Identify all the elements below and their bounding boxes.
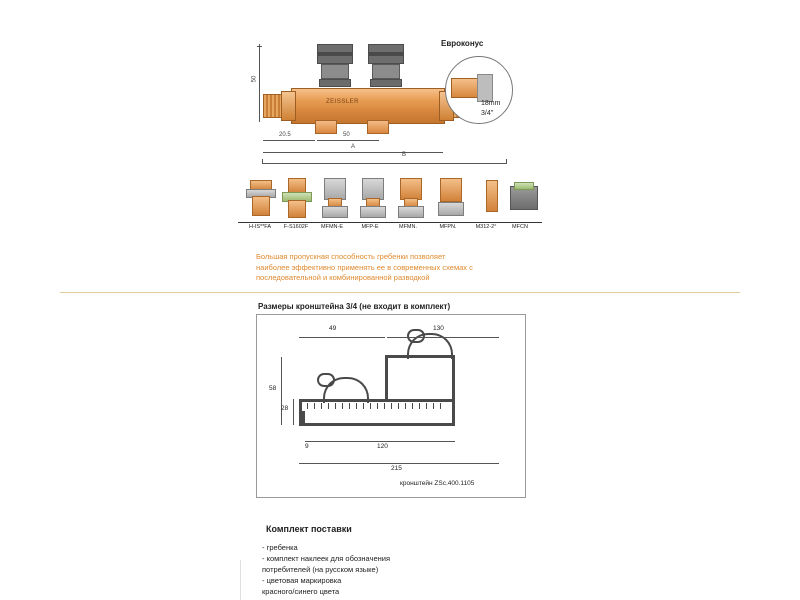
fitting-label-4: MFMN. [386,222,430,230]
dim-130-label: 130 [433,325,444,332]
fitting-part [400,178,422,200]
note-line-2: наиболее эффективно применять ее в современных схемах с [256,262,473,272]
section-divider [60,292,740,293]
valve-cap [317,44,353,64]
euroconus-callout [435,39,545,122]
bracket-drawing-box [256,314,526,498]
dim-a-line [263,152,443,153]
valve-neck-ring [319,79,351,87]
dim-a-label: A [351,144,356,150]
dim-b-tick-left [262,159,263,164]
dim-b-line [262,163,506,164]
valve-left [317,44,351,87]
valve-right [368,44,402,87]
bracket-section-title: Размеры кронштейна 3/4 (не входит в комплект) [258,302,451,311]
bracket-caption: кронштейн ZSc.400.1105 [400,480,475,487]
fitting-part [324,178,346,200]
fitting-label-2: MFMN-E [310,222,354,230]
valve-neck [321,64,349,79]
left-hexnut [281,91,296,121]
height-dim-label: 50 [251,75,258,83]
highlight-note [256,252,556,284]
height-dim-tick-top [257,46,262,47]
valve-cap-slot [318,52,352,56]
valve-cap-slot [369,52,403,56]
delivery-set-title: Комплект поставки [266,524,352,534]
manifold-body [291,88,445,124]
outlet-right [367,120,389,134]
dim-seg1-line [263,140,315,141]
valve-neck [372,64,400,79]
left-margin-rule [240,560,241,600]
fitting-label-3: MFP-E [348,222,392,230]
fitting-3 [358,176,388,220]
bracket-clamp-left-eye [317,373,335,387]
fitting-4 [396,176,426,220]
fitting-part [438,202,464,216]
fitting-5 [436,176,466,220]
bracket-teeth [307,403,447,409]
note-line-3: последовательной и комбинированной разводкой [256,273,430,282]
dim-58-line [281,357,282,425]
fitting-label-6: M312-2° [464,222,508,230]
dim-215-line [299,463,499,464]
fitting-part [486,180,498,212]
fitting-label-0: H-IS**FA [238,222,282,230]
dim-130-line [387,337,499,338]
dim-28-label: 28 [281,405,289,412]
fitting-2 [320,176,350,220]
bracket-clamp-right-eye [407,329,425,343]
fitting-label-5: MFPN. [426,222,470,230]
euroconus-nut [477,74,493,102]
dim-120-line [321,441,455,442]
euroconus-thread-label: 3/4" [481,110,494,117]
dim-49-label: 49 [329,325,337,332]
fitting-part [514,182,534,190]
valve-neck-ring [370,79,402,87]
dim-seg2-label: 50 [343,132,350,138]
fitting-part [362,178,384,200]
fitting-6 [478,176,508,220]
bracket-step-web [385,355,388,401]
dim-215-label: 215 [391,465,402,472]
dim-9-line [305,441,321,442]
fitting-part [252,196,270,216]
height-dim-line [259,44,260,122]
fitting-1 [282,176,312,220]
dim-seg2-line [317,140,379,141]
delivery-item: - цветовая маркировка [262,576,342,585]
bracket-right-web [452,355,455,425]
note-line-1: Большая пропускная способность гребенки позволяет [256,252,446,261]
delivery-item: - гребенка [262,543,298,552]
fitting-0 [246,176,276,220]
valve-cap [368,44,404,64]
outlet-left [315,120,337,134]
dim-b-tick-right [506,159,507,164]
fitting-7 [508,176,538,220]
fitting-label-1: F-S1602F [274,222,318,230]
dim-49-line [299,337,385,338]
bracket-left-web [299,399,302,425]
fitting-part [288,200,306,218]
dim-58-label: 58 [269,385,277,392]
fitting-label-7: MFCN [498,222,542,230]
delivery-set-list [262,542,502,597]
delivery-item: потребителей (на русском языке) [262,565,379,574]
fitting-part [360,206,386,218]
brand-label: ZEISSLER [326,99,360,105]
euroconus-title: Евроконус [441,39,484,48]
dim-b-label: B [402,152,407,158]
delivery-item: красного/синего цвета [262,587,340,596]
dim-120-label: 120 [377,443,388,450]
bracket-base-lower [299,423,455,426]
fittings-row [240,176,540,238]
fitting-part [322,206,348,218]
fitting-part [398,206,424,218]
delivery-item: - комплект наклеек для обозначения [262,554,391,563]
dim-28-line [293,399,294,425]
euroconus-size-label: 18mm [481,100,501,107]
dim-9-label: 9 [305,443,309,450]
fitting-part [440,178,462,202]
dim-seg1-label: 20.5 [279,132,291,138]
